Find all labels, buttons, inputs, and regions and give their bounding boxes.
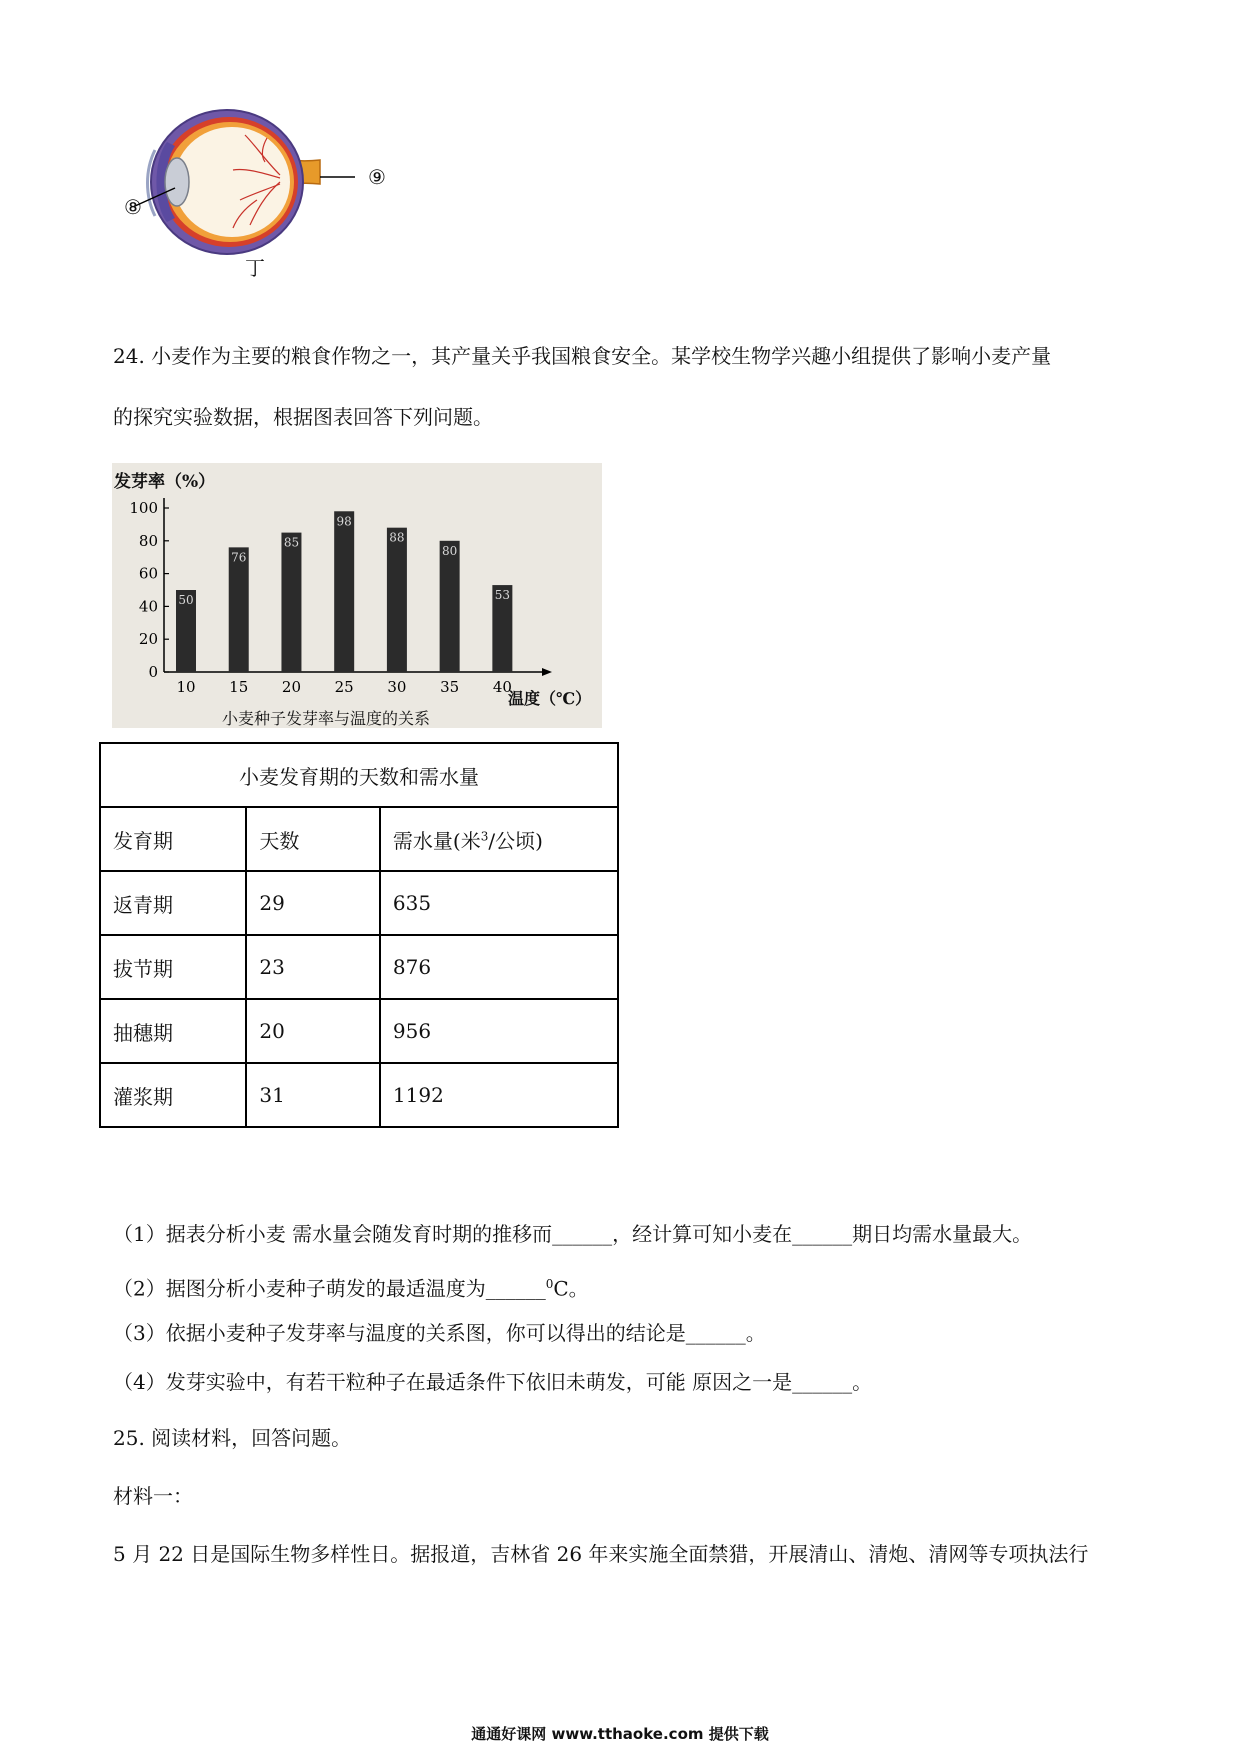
bar-value-label: 76 bbox=[231, 550, 247, 565]
bar-value-label: 85 bbox=[283, 535, 300, 550]
header-stage: 发育期 bbox=[100, 807, 246, 871]
x-tick-label: 20 bbox=[281, 678, 302, 696]
table-row bbox=[100, 935, 618, 999]
sub-question-2 bbox=[113, 1272, 589, 1301]
x-tick-label: 35 bbox=[440, 678, 460, 696]
q25-title: 25. 阅读材料，回答问题。 bbox=[113, 1426, 352, 1450]
q24-line2: 的探究实验数据，根据图表回答下列问题。 bbox=[113, 405, 493, 429]
bar-value-label: 53 bbox=[494, 588, 511, 603]
table-row bbox=[100, 1063, 618, 1127]
sub-question-3: （3）依据小麦种子发芽率与温度的关系图，你可以得出的结论是______。 bbox=[113, 1321, 766, 1345]
sub-question-2-text: （2）据图分析小麦种子萌发的最适温度为______ bbox=[113, 1276, 546, 1301]
material1-text: 5 月 22 日是国际生物多样性日。据报道，吉林省 26 年来实施全面禁猎，开展清山、清炮、清网等专项执法行 bbox=[113, 1542, 1089, 1566]
figure-caption: 丁 bbox=[245, 256, 265, 280]
bar-value-label: 88 bbox=[389, 530, 405, 545]
page-footer: 通通好课网 www.tthaoke.com 提供下载 bbox=[471, 1725, 769, 1743]
eye-figure bbox=[115, 100, 405, 305]
bar-value-label: 80 bbox=[441, 543, 458, 558]
bar bbox=[440, 541, 460, 672]
x-tick-label: 40 bbox=[492, 678, 512, 696]
y-tick-label: 0 bbox=[148, 663, 158, 681]
q24-line1: 24. 小麦作为主要的粮食作物之一，其产量关乎我国粮食安全。某学校生物学兴趣小组提供了影响小麦产量 bbox=[113, 344, 1052, 368]
cell-water: 635 bbox=[380, 871, 618, 935]
cell-stage: 返青期 bbox=[100, 871, 246, 935]
y-tick-label: 100 bbox=[129, 499, 158, 517]
y-tick-label: 40 bbox=[138, 597, 158, 616]
sub-question-1: （1）据表分析小麦 需水量会随发育时期的推移而______，经计算可知小麦在______期日均需水量最大。 bbox=[113, 1222, 1033, 1246]
label-9: ⑨ bbox=[368, 165, 386, 189]
header-water-unit: /公顷) bbox=[488, 828, 543, 853]
data-table bbox=[99, 742, 619, 1128]
table-title: 小麦发育期的天数和需水量 bbox=[100, 743, 618, 807]
x-tick-label: 25 bbox=[334, 678, 354, 696]
header-water bbox=[380, 807, 618, 871]
chart-caption: 小麦种子发芽率与温度的关系 bbox=[222, 709, 431, 728]
table-row bbox=[100, 871, 618, 935]
table-row bbox=[100, 999, 618, 1063]
cell-days: 29 bbox=[246, 871, 380, 935]
y-tick-label: 20 bbox=[138, 630, 158, 649]
degree-sup: 0 bbox=[545, 1277, 554, 1291]
label-8: ⑧ bbox=[124, 195, 142, 219]
header-days: 天数 bbox=[246, 807, 380, 871]
sub-question-2-unit: C。 bbox=[553, 1276, 589, 1301]
y-tick-label: 80 bbox=[138, 531, 158, 550]
x-tick-label: 10 bbox=[176, 678, 196, 696]
cell-water: 956 bbox=[380, 999, 618, 1063]
cell-stage: 抽穗期 bbox=[100, 999, 246, 1063]
cell-water: 876 bbox=[380, 935, 618, 999]
bar-value-label: 98 bbox=[336, 514, 352, 529]
table-title-row bbox=[100, 743, 618, 807]
cell-stage: 拔节期 bbox=[100, 935, 246, 999]
bar bbox=[229, 547, 249, 672]
bar bbox=[281, 533, 301, 672]
x-axis-label: 温度（℃） bbox=[508, 689, 592, 708]
sub-question-4: （4）发芽实验中，有若干粒种子在最适条件下依旧未萌发，可能 原因之一是______。 bbox=[113, 1370, 873, 1394]
table-header-row bbox=[100, 807, 618, 871]
bar-value-label: 50 bbox=[178, 593, 194, 607]
bar bbox=[387, 528, 407, 672]
cell-stage: 灌浆期 bbox=[100, 1063, 246, 1127]
cell-days: 31 bbox=[246, 1063, 380, 1127]
bar bbox=[334, 511, 354, 672]
germination-chart bbox=[112, 463, 602, 728]
material1-label: 材料一： bbox=[113, 1484, 193, 1508]
y-axis-label: 发芽率（%） bbox=[114, 472, 216, 492]
water-table bbox=[99, 742, 619, 1128]
header-water-sup: 3 bbox=[480, 828, 489, 843]
header-water-text: 需水量(米 bbox=[392, 828, 481, 853]
y-tick-label: 60 bbox=[138, 564, 158, 583]
cell-days: 23 bbox=[246, 935, 380, 999]
x-tick-label: 15 bbox=[229, 678, 249, 696]
cell-days: 20 bbox=[246, 999, 380, 1063]
x-tick-label: 30 bbox=[387, 678, 407, 696]
cell-water: 1192 bbox=[380, 1063, 618, 1127]
